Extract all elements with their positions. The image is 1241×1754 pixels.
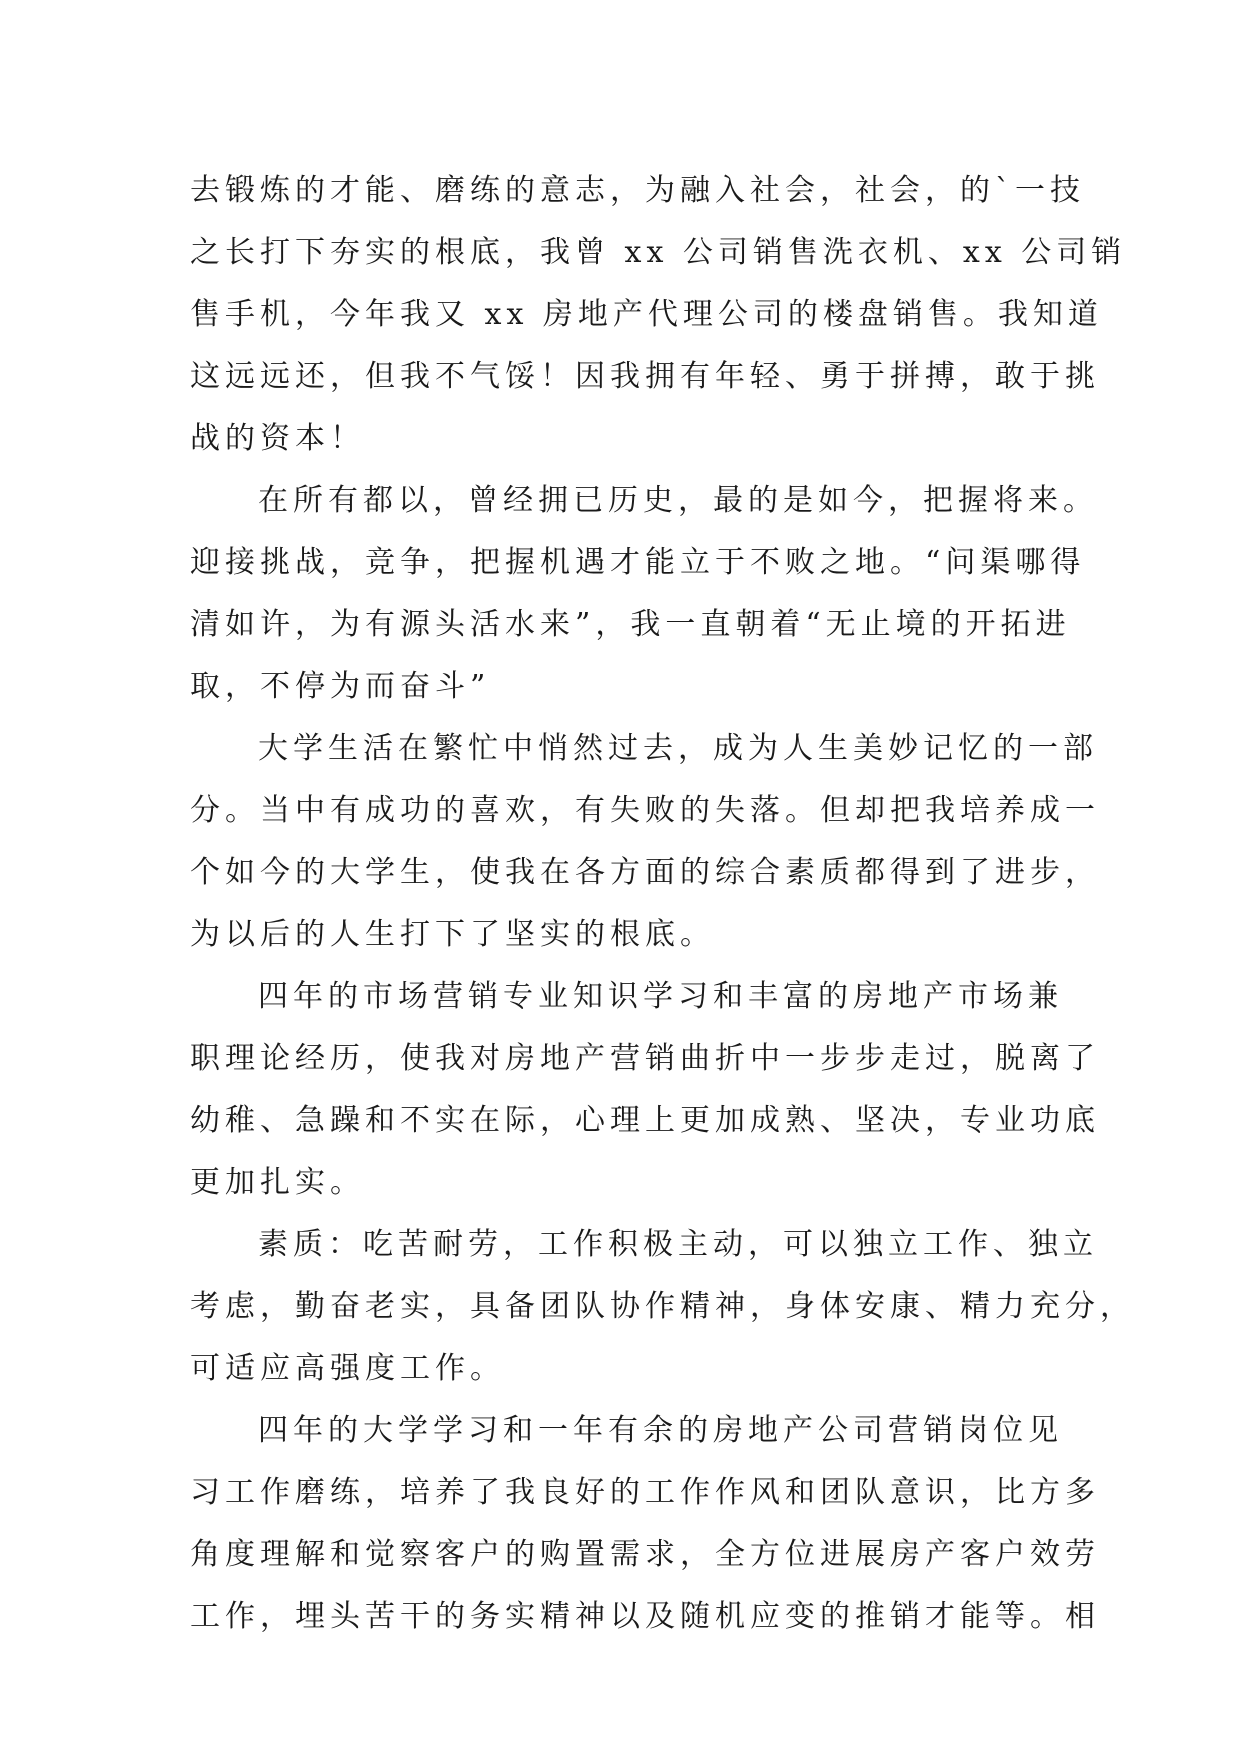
text-line: 这远远还，但我不气馁！因我拥有年轻、勇于拼搏，敢于挑 bbox=[190, 359, 1100, 394]
text-line: 个如今的大学生，使我在各方面的综合素质都得到了进步， bbox=[190, 855, 1100, 890]
text-line: 迎接挑战，竞争，把握机遇才能立于不败之地。“问渠哪得 bbox=[190, 545, 1086, 580]
text-line: 战的资本！ bbox=[190, 421, 365, 456]
text-line: 习工作磨练，培养了我良好的工作作风和团队意识，比方多 bbox=[190, 1475, 1100, 1510]
text-line: 售手机，今年我又 xx 房地产代理公司的楼盘销售。我知道 bbox=[190, 297, 1103, 332]
paragraph-first-line: 四年的大学学习和一年有余的房地产公司营销岗位见 bbox=[258, 1413, 1063, 1448]
text-line: 清如许，为有源头活水来”，我一直朝着“无止境的开拓进 bbox=[190, 607, 1071, 642]
text-line: 之长打下夯实的根底，我曾 xx 公司销售洗衣机、xx 公司销 bbox=[190, 235, 1127, 270]
text-line: 更加扎实。 bbox=[190, 1165, 365, 1200]
text-line: 为以后的人生打下了坚实的根底。 bbox=[190, 917, 715, 952]
paragraph-first-line: 四年的市场营销专业知识学习和丰富的房地产市场兼 bbox=[258, 979, 1063, 1014]
text-line: 可适应高强度工作。 bbox=[190, 1351, 505, 1386]
document-body bbox=[190, 160, 1135, 1648]
paragraph-first-line: 素质：吃苦耐劳，工作积极主动，可以独立工作、独立 bbox=[258, 1227, 1098, 1262]
text-line: 职理论经历，使我对房地产营销曲折中一步步走过，脱离了 bbox=[190, 1041, 1100, 1076]
text-line: 去锻炼的才能、磨练的意志，为融入社会，社会，的`一技 bbox=[190, 173, 1085, 208]
paragraph-first-line: 大学生活在繁忙中悄然过去，成为人生美妙记忆的一部 bbox=[258, 731, 1098, 766]
text-line: 取，不停为而奋斗” bbox=[190, 669, 491, 704]
text-line: 分。当中有成功的喜欢，有失败的失落。但却把我培养成一 bbox=[190, 793, 1100, 828]
paragraph-first-line: 在所有都以，曾经拥已历史，最的是如今，把握将来。 bbox=[258, 483, 1098, 518]
text-line: 幼稚、急躁和不实在际，心理上更加成熟、坚决，专业功底 bbox=[190, 1103, 1100, 1138]
text-line: 角度理解和觉察客户的购置需求，全方位进展房产客户效劳 bbox=[190, 1537, 1100, 1572]
text-line: 考虑，勤奋老实，具备团队协作精神，身体安康、精力充分， bbox=[190, 1289, 1135, 1324]
text-line: 工作，埋头苦干的务实精神以及随机应变的推销才能等。相 bbox=[190, 1599, 1100, 1634]
